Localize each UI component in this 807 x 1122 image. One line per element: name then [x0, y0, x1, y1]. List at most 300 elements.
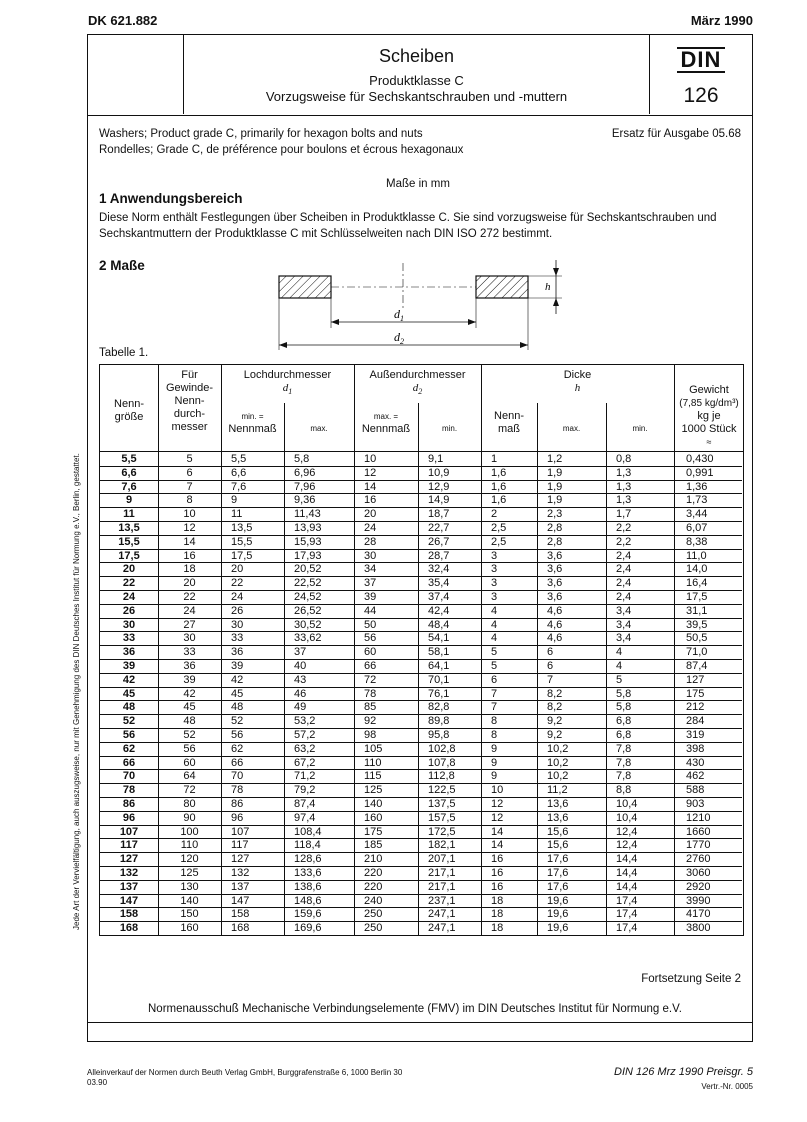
doc-date: März 1990 — [690, 13, 753, 28]
table-cell: 39,5 — [686, 618, 708, 631]
section-1-line-2: Sechskantmuttern der Produktklasse C mit Schlüsselweiten nach DIN ISO 272 bestimmt. — [99, 228, 553, 240]
th-aussendurchmesser: Außendurchmesser — [369, 369, 466, 381]
table-cell: 28,7 — [428, 549, 450, 562]
table-cell: 3,6 — [547, 549, 563, 562]
section-2-heading: 2 Maße — [99, 258, 145, 273]
table-cell: 82,8 — [428, 701, 450, 714]
nenn-groesse-cell: 24 — [122, 591, 136, 603]
table-cell: 58,1 — [428, 646, 450, 659]
table-cell: 78 — [231, 784, 244, 797]
table-cell: 30,52 — [294, 618, 322, 631]
table-cell: 2,3 — [547, 508, 563, 521]
table-cell: 0,430 — [686, 453, 714, 465]
table-cell: 319 — [686, 729, 705, 741]
table-cell: 4 — [491, 632, 498, 645]
table-cell: 172,5 — [428, 825, 456, 838]
table-cell: 1,6 — [491, 494, 507, 507]
nenn-groesse-cell: 9 — [125, 494, 133, 507]
table-cell: 2,4 — [616, 591, 632, 603]
table-cell: 5,5 — [231, 453, 247, 465]
table-cell: 34 — [364, 563, 377, 576]
table-cell: 22,52 — [294, 577, 322, 590]
table-cell: 11,43 — [294, 508, 321, 521]
table-cell: 26,7 — [428, 535, 450, 548]
table-cell: 8,8 — [616, 784, 632, 797]
table-cell: 12,9 — [428, 480, 450, 493]
table-cell: 138,6 — [294, 880, 322, 893]
table-cell: 14,9 — [428, 494, 450, 507]
table-cell: 207,1 — [428, 853, 456, 866]
table-cell: 102,8 — [428, 742, 456, 755]
table-cell: 4,6 — [547, 632, 563, 645]
table-cell: 12 — [491, 798, 504, 810]
table-cell: 125 — [364, 784, 383, 797]
table-cell: 4 — [491, 618, 498, 631]
table-cell: 8,2 — [547, 687, 563, 700]
nenn-groesse-cell: 5,5 — [121, 453, 137, 465]
table-cell: 13,6 — [547, 811, 569, 824]
table-cell: 87,4 — [686, 660, 708, 672]
table-cell: 30 — [183, 632, 196, 645]
table-cell: 137 — [231, 880, 250, 893]
footer-right-2: Vertr.-Nr. 0005 — [701, 1082, 753, 1091]
table-cell: 17,93 — [294, 549, 322, 562]
table-cell: 31,1 — [686, 604, 708, 617]
table-cell: 18 — [491, 908, 504, 921]
table-cell: 72 — [183, 784, 196, 797]
table-cell: 210 — [364, 853, 383, 866]
table-cell: 22,7 — [428, 522, 450, 534]
table-cell: 39 — [231, 660, 244, 672]
nenn-groesse-cell: 33 — [122, 632, 136, 645]
dims-note: Maße in mm — [386, 178, 450, 190]
table-cell: 97,4 — [294, 811, 316, 824]
table-cell: 12,4 — [616, 825, 638, 838]
table-cell: 45 — [231, 687, 244, 700]
table-cell: 2,5 — [491, 535, 507, 548]
section-1-line-1: Diese Norm enthält Festlegungen über Scheiben in Produktklasse C. Sie sind vorzugsweise für Sechskantschrauben und — [99, 212, 717, 224]
table-cell: 6,07 — [686, 522, 708, 534]
table-cell: 15,6 — [547, 839, 569, 852]
table-cell: 7 — [491, 687, 498, 700]
nenn-groesse-cell: 45 — [122, 687, 136, 700]
table-cell: 48 — [231, 701, 244, 714]
table-cell: 46 — [294, 687, 307, 700]
nenn-groesse-cell: 117 — [120, 839, 138, 852]
table-cell: 79,2 — [294, 784, 316, 797]
table-cell: 10 — [364, 453, 377, 465]
table-cell: 5 — [491, 660, 498, 672]
table-cell: 3800 — [686, 922, 711, 935]
table-cell: 150 — [180, 908, 199, 921]
table-cell: 8 — [491, 715, 498, 728]
table-cell: 11,0 — [686, 549, 707, 562]
table-cell: 92 — [364, 715, 377, 728]
table-cell: 90 — [183, 811, 196, 824]
table-cell: 12 — [491, 811, 504, 824]
table-cell: 14 — [364, 480, 377, 493]
nenn-groesse-cell: 158 — [119, 908, 139, 921]
table-cell: 20 — [364, 508, 377, 521]
table-cell: 147 — [231, 894, 250, 907]
table-cell: 0,8 — [616, 453, 632, 465]
table-cell: 4 — [491, 604, 498, 617]
table-cell: 17,5 — [231, 549, 253, 562]
table-cell: 85 — [364, 701, 377, 714]
table-cell: 250 — [364, 922, 383, 935]
table-cell: 98 — [364, 729, 377, 741]
table-cell: 120 — [180, 853, 199, 866]
doc-subtitle-2: Vorzugsweise für Sechskantschrauben und -muttern — [265, 89, 568, 104]
table-cell: 22 — [183, 591, 196, 603]
din-logo: DIN — [649, 47, 753, 73]
table-cell: 9 — [491, 742, 498, 755]
table-cell: 70 — [231, 770, 244, 783]
table-cell: 33 — [183, 646, 196, 659]
table-cell: 11,2 — [547, 784, 568, 797]
table-cell: 2760 — [686, 853, 711, 866]
table-header: Nenn- größe Für Gewinde- Nenn- durch- messer Lochdurchmesser $d_1$ min. = Nennmaß max. Außendurchmesser $d_2$ max. = Nennmaß min. Dicke h Nenn- maß max. min. Gewicht (7,85 kg/dm³) kg je 1000 Stück ≈ — [99, 364, 744, 452]
nenn-groesse-cell: 132 — [119, 867, 139, 879]
table-cell: 10,4 — [616, 811, 638, 824]
table-cell: 39 — [364, 591, 377, 603]
table-cell: 17,4 — [616, 908, 638, 921]
table-cell: 37,4 — [428, 591, 450, 603]
table-cell: 16 — [491, 880, 504, 893]
table-cell: 9,1 — [428, 453, 444, 465]
table-cell: 15,5 — [231, 535, 253, 548]
table-cell: 237,1 — [428, 894, 456, 907]
table-cell: 169,6 — [294, 922, 322, 935]
table-cell: 247,1 — [428, 922, 456, 935]
side-copyright-note: Jede Art der Vervielfältigung, auch auszugsweise, nur mit Genehmigung des DIN Deutsches Institut für Normung e.V., Berlin, gestattet. — [72, 453, 81, 930]
table-cell: 1,9 — [547, 494, 563, 507]
nenn-groesse-cell: 48 — [122, 701, 136, 714]
th-groesse: größe — [114, 411, 144, 423]
table-cell: 140 — [180, 894, 199, 907]
table-cell: 20 — [183, 577, 196, 590]
table-cell: 18 — [491, 894, 504, 907]
table-cell: 17,6 — [547, 880, 569, 893]
table-cell: 48,4 — [428, 618, 450, 631]
nenn-groesse-cell: 30 — [122, 618, 136, 631]
table-cell: 137,5 — [428, 798, 456, 810]
table-cell: 16 — [491, 853, 504, 866]
table-cell: 19,6 — [547, 922, 569, 935]
table-cell: 1210 — [686, 811, 711, 824]
table-cell: 95,8 — [428, 729, 450, 741]
table-cell: 48 — [183, 715, 196, 728]
table-cell: 7 — [186, 480, 193, 493]
table-cell: 5 — [616, 673, 623, 686]
table-cell: 8 — [186, 494, 193, 507]
table-cell: 12 — [183, 522, 196, 534]
table-cell: 19,6 — [547, 894, 569, 907]
table-cell: 115 — [364, 770, 382, 783]
table-cell: 53,2 — [294, 715, 316, 728]
table-cell: 588 — [686, 784, 705, 797]
table-cell: 24 — [364, 522, 377, 534]
doc-id: DK 621.882 — [88, 13, 158, 28]
table-cell: 217,1 — [428, 867, 456, 879]
th-gewicht: Gewicht — [689, 384, 729, 396]
nenn-groesse-cell: 127 — [119, 853, 139, 866]
table-cell: 3,4 — [616, 604, 632, 617]
table-cell: 33 — [231, 632, 244, 645]
table-cell: 28 — [364, 535, 377, 548]
table-cell: 1,73 — [686, 494, 708, 507]
table-cell: 5,8 — [616, 701, 632, 714]
table-cell: 250 — [364, 908, 383, 921]
table-cell: 160 — [364, 811, 383, 824]
table-cell: 6 — [491, 673, 498, 686]
table-cell: 9 — [231, 494, 238, 507]
table-cell: 6 — [186, 466, 193, 479]
table-cell: 14 — [491, 825, 504, 838]
footer-left-2: 03.90 — [87, 1078, 108, 1087]
title-box — [87, 34, 753, 116]
continued-note: Fortsetzung Seite 2 — [641, 973, 741, 985]
table-cell: 1 — [491, 453, 498, 465]
th-dicke: Dicke — [563, 369, 592, 381]
nenn-groesse-cell: 86 — [122, 798, 136, 810]
table-cell: 3990 — [686, 894, 711, 907]
table-cell: 217,1 — [428, 880, 456, 893]
table-cell: 16 — [183, 549, 196, 562]
nenn-groesse-cell: 13,5 — [118, 522, 140, 534]
table-cell: 62 — [231, 742, 244, 755]
table-cell: 160 — [180, 922, 199, 935]
table-cell: 122,5 — [428, 784, 456, 797]
table-cell: 11 — [231, 508, 243, 521]
table-cell: 3,6 — [547, 563, 563, 576]
intro-french: Rondelles; Grade C, de préférence pour boulons et écrous hexagonaux — [99, 144, 464, 156]
table-cell: 2,4 — [616, 549, 632, 562]
table-cell: 18 — [183, 563, 196, 576]
table-cell: 2,4 — [616, 563, 632, 576]
table-cell: 158 — [231, 908, 250, 921]
table-cell: 89,8 — [428, 715, 450, 728]
table-cell: 3,6 — [547, 591, 563, 603]
table-cell: 40 — [294, 660, 307, 672]
table-cell: 4,6 — [547, 604, 563, 617]
table-cell: 43 — [294, 673, 307, 686]
table-cell: 8 — [491, 729, 498, 741]
table-cell: 67,2 — [294, 756, 316, 769]
table-cell: 168 — [231, 922, 250, 935]
table-cell: 9,2 — [547, 729, 563, 741]
dim-d2-label: $d_2$ — [394, 330, 404, 346]
table-cell: 1,7 — [616, 508, 632, 521]
table-cell: 220 — [364, 880, 383, 893]
table-cell: 128,6 — [294, 853, 322, 866]
table-cell: 185 — [364, 839, 383, 852]
section-1-heading: 1 Anwendungsbereich — [99, 191, 243, 206]
table-cell: 14,4 — [616, 867, 638, 879]
doc-title: Scheiben — [378, 46, 455, 66]
dim-h-label: h — [545, 281, 551, 293]
table-cell: 132 — [231, 867, 250, 879]
table-cell: 14,0 — [686, 563, 708, 576]
table-cell: 18,7 — [428, 508, 450, 521]
nenn-groesse-cell: 11 — [123, 508, 135, 521]
table-cell: 42 — [231, 673, 244, 686]
table-cell: 2 — [491, 508, 498, 521]
table-cell: 4170 — [686, 908, 711, 921]
nenn-groesse-cell: 56 — [122, 729, 136, 741]
table-cell: 22 — [231, 577, 244, 590]
table-cell: 14,4 — [616, 853, 638, 866]
intro-english: Washers; Product grade C, primarily for hexagon bolts and nuts — [99, 128, 423, 140]
footer-right-1: DIN 126 Mrz 1990 Preisgr. 5 — [614, 1066, 753, 1078]
table-cell: 14 — [183, 535, 196, 548]
table-cell: 118,4 — [294, 839, 321, 852]
nenn-groesse-cell: 15,5 — [118, 535, 140, 548]
table-cell: 10,2 — [547, 756, 569, 769]
table-cell: 4,6 — [547, 618, 563, 631]
table-cell: 2,2 — [616, 535, 632, 548]
table-cell: 13,6 — [547, 798, 569, 810]
table-cell: 127 — [231, 853, 250, 866]
table-cell: 17,4 — [616, 922, 638, 935]
table-cell: 10,2 — [547, 742, 569, 755]
washer-diagram — [270, 258, 570, 353]
table-cell: 462 — [686, 770, 705, 783]
table-cell: 70,1 — [428, 673, 450, 686]
table-cell: 1,3 — [616, 466, 632, 479]
table-cell: 36 — [231, 646, 244, 659]
table-cell: 7,8 — [616, 742, 632, 755]
table-cell: 140 — [364, 798, 383, 810]
table-cell: 49 — [294, 701, 307, 714]
table-cell: 16 — [364, 494, 377, 507]
table-cell: 26 — [231, 604, 244, 617]
table-cell: 17,6 — [547, 853, 569, 866]
table-cell: 148,6 — [294, 894, 322, 907]
table-cell: 87,4 — [294, 798, 316, 810]
table-cell: 52 — [231, 715, 244, 728]
table-cell: 4 — [616, 660, 623, 672]
table-cell: 175 — [686, 687, 705, 700]
table-cell: 175 — [364, 825, 383, 838]
table-cell: 13,93 — [294, 522, 322, 534]
table-cell: 54,1 — [428, 632, 450, 645]
table-cell: 130 — [180, 880, 199, 893]
table-cell: 7 — [547, 673, 554, 686]
table-body — [99, 451, 744, 936]
table-cell: 430 — [686, 756, 705, 769]
table-caption: Tabelle 1. — [99, 347, 149, 359]
table-cell: 24 — [183, 604, 196, 617]
table-cell: 7 — [491, 701, 498, 714]
table-cell: 1,9 — [547, 480, 563, 493]
nenn-groesse-cell: 66 — [122, 756, 136, 769]
table-cell: 247,1 — [428, 908, 456, 921]
table-cell: 1,3 — [616, 480, 632, 493]
table-cell: 5 — [491, 646, 498, 659]
nenn-groesse-cell: 6,6 — [121, 466, 137, 479]
table-cell: 56 — [231, 729, 244, 741]
table-cell: 16,4 — [686, 577, 708, 590]
table-cell: 14 — [491, 839, 504, 852]
table-cell: 9,36 — [294, 494, 316, 507]
table-cell: 112,8 — [428, 770, 455, 783]
nenn-groesse-cell: 96 — [122, 811, 136, 824]
nenn-groesse-cell: 22 — [122, 577, 136, 590]
footer-left-1: Alleinverkauf der Normen durch Beuth Verlag GmbH, Burggrafenstraße 6, 1000 Berlin 30 — [87, 1068, 403, 1077]
table-cell: 64,1 — [428, 660, 450, 672]
dim-d1-label: $d_1$ — [394, 307, 404, 323]
committee-note: Normenausschuß Mechanische Verbindungselemente (FMV) im DIN Deutsches Institut für Normung e.V. — [148, 1003, 682, 1015]
table-cell: 1,3 — [616, 494, 632, 507]
table-cell: 903 — [686, 798, 705, 810]
table-cell: 0,991 — [686, 466, 714, 479]
nenn-groesse-cell: 52 — [122, 715, 136, 728]
table-cell: 6 — [547, 646, 554, 659]
table-cell: 56 — [183, 742, 196, 755]
table-cell: 96 — [231, 811, 244, 824]
th-lochdurchmesser: Lochdurchmesser — [243, 369, 332, 381]
replaces-note: Ersatz für Ausgabe 05.68 — [611, 128, 741, 140]
table-cell: 13,5 — [231, 522, 253, 534]
table-cell: 107 — [231, 825, 250, 838]
table-cell: 63,2 — [294, 742, 316, 755]
table-cell: 3 — [491, 591, 498, 603]
table-cell: 7,6 — [231, 480, 247, 493]
table-cell: 56 — [364, 632, 377, 645]
nenn-groesse-cell: 137 — [119, 880, 139, 893]
table-cell: 159,6 — [294, 908, 322, 921]
nenn-groesse-cell: 147 — [119, 894, 139, 907]
nenn-groesse-cell: 62 — [122, 742, 136, 755]
table-cell: 2920 — [686, 880, 711, 893]
table-cell: 45 — [183, 701, 196, 714]
din-number: 126 — [683, 84, 719, 107]
table-cell: 10,2 — [547, 770, 569, 783]
nenn-groesse-cell: 39 — [122, 660, 136, 672]
table-cell: 1,36 — [686, 480, 708, 493]
table-cell: 105 — [364, 742, 383, 755]
table-cell: 16 — [491, 867, 504, 879]
table-cell: 2,4 — [616, 577, 632, 590]
table-cell: 3060 — [686, 867, 711, 879]
table-cell: 3,4 — [616, 632, 632, 645]
table-cell: 24 — [231, 591, 244, 603]
nenn-groesse-cell: 7,6 — [121, 480, 137, 493]
table-cell: 26,52 — [294, 604, 322, 617]
table-cell: 20 — [231, 563, 244, 576]
table-cell: 78 — [364, 687, 377, 700]
table-cell: 1,9 — [547, 466, 563, 479]
table-cell: 5 — [186, 453, 193, 465]
table-cell: 212 — [686, 701, 705, 714]
table-cell: 2,2 — [616, 522, 632, 534]
table-cell: 15,6 — [547, 825, 569, 838]
table-cell: 12,4 — [616, 839, 638, 852]
table-cell: 3,4 — [616, 618, 632, 631]
nenn-groesse-cell: 70 — [122, 770, 136, 783]
table-cell: 32,4 — [428, 563, 450, 576]
table-cell: 72 — [364, 673, 377, 686]
nenn-groesse-cell: 107 — [119, 825, 139, 838]
table-cell: 6 — [547, 660, 554, 672]
table-cell: 2,8 — [547, 535, 563, 548]
table-cell: 42 — [183, 687, 196, 700]
table-cell: 117 — [231, 839, 249, 852]
table-cell: 3,44 — [686, 508, 708, 521]
table-cell: 6,96 — [294, 466, 316, 479]
table-cell: 8,38 — [686, 535, 708, 548]
